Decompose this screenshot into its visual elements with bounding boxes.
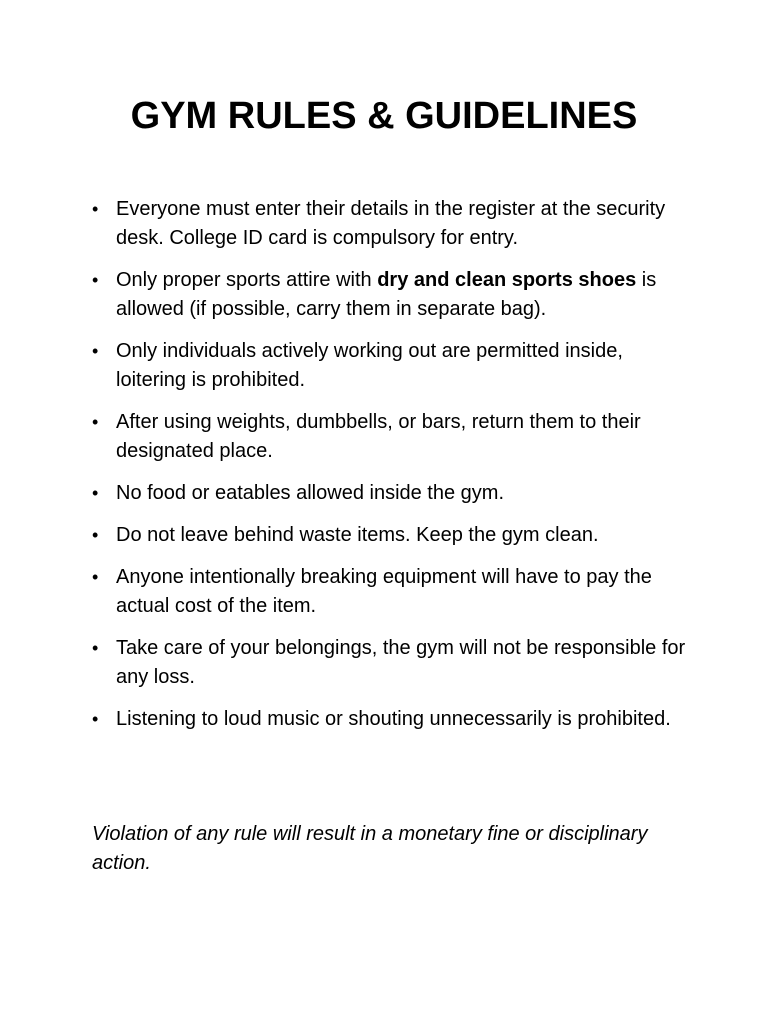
rule-text-bold: dry and clean sports shoes <box>377 269 637 291</box>
bullet-icon: • <box>92 341 99 361</box>
rule-text: Take care of your belongings, the gym will not be responsible for any loss. <box>116 637 686 688</box>
rule-item <box>92 705 692 734</box>
rule-item <box>92 634 692 692</box>
rule-item <box>92 563 692 621</box>
rules-list <box>92 195 692 747</box>
rule-item <box>92 479 692 508</box>
bullet-icon: • <box>92 199 99 219</box>
rule-text: Listening to loud music or shouting unnecessarily is prohibited. <box>116 708 671 730</box>
bullet-icon: • <box>92 709 99 729</box>
rule-item <box>92 408 692 466</box>
rule-text: Only individuals actively working out are permitted inside, loitering is prohibited. <box>116 340 623 391</box>
rule-text: Everyone must enter their details in the register at the security desk. College ID card is compulsory for entry. <box>116 198 666 249</box>
rule-text: After using weights, dumbbells, or bars, return them to their designated place. <box>116 411 641 462</box>
rule-text: No food or eatables allowed inside the gym. <box>116 482 505 504</box>
bullet-icon: • <box>92 525 99 545</box>
rule-text-before: Only proper sports attire with <box>116 269 378 291</box>
violation-notice: Violation of any rule will result in a monetary fine or disciplinary action. <box>92 823 648 874</box>
rule-text: Do not leave behind waste items. Keep the gym clean. <box>116 524 599 546</box>
bullet-icon: • <box>92 483 99 503</box>
rule-item <box>92 521 692 550</box>
bullet-icon: • <box>92 638 99 658</box>
rule-item <box>92 337 692 395</box>
rule-text-after: is allowed (if possible, carry them in separate bag). <box>116 269 657 320</box>
bullet-icon: • <box>92 567 99 587</box>
rule-item <box>92 266 692 324</box>
bullet-icon: • <box>92 412 99 432</box>
bullet-icon: • <box>92 270 99 290</box>
rule-text: Anyone intentionally breaking equipment will have to pay the actual cost of the item. <box>116 566 652 617</box>
rule-item <box>92 195 692 253</box>
document-title: GYM RULES & GUIDELINES <box>130 95 638 137</box>
rule-text <box>116 269 656 320</box>
